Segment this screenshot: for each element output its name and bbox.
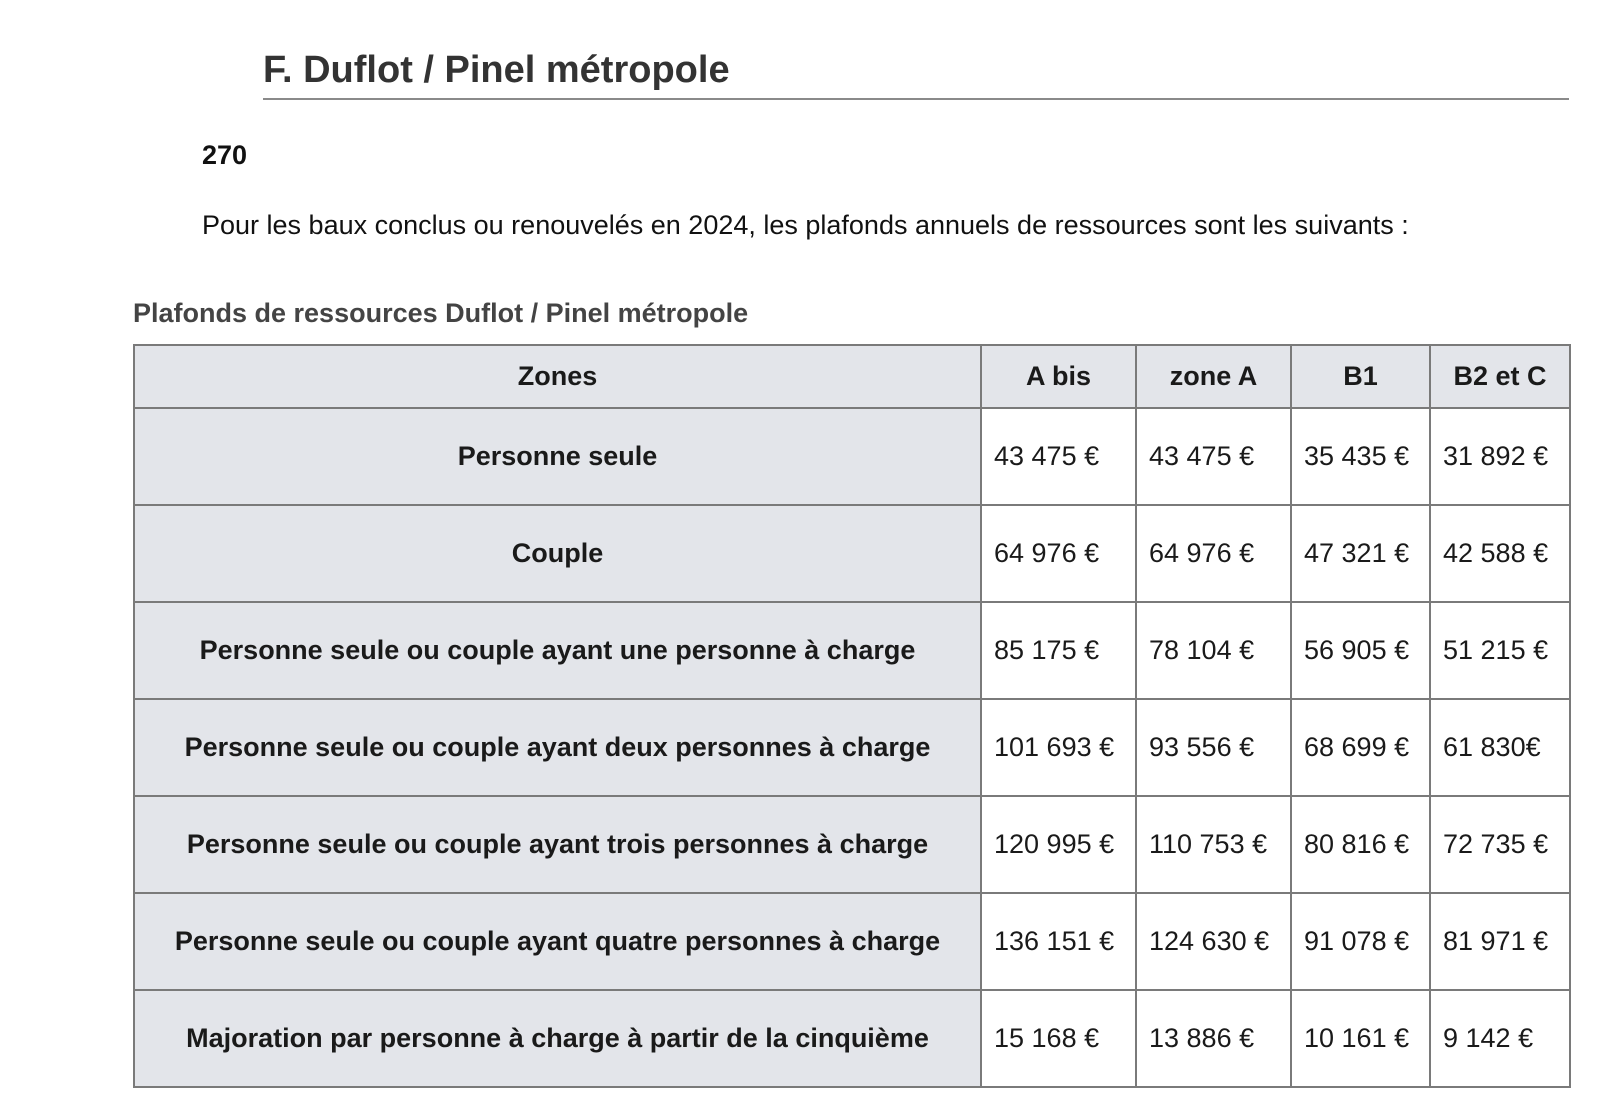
cell-zone-a: 13 886 € — [1136, 990, 1291, 1087]
cell-a-bis: 120 995 € — [981, 796, 1136, 893]
cell-b1: 56 905 € — [1291, 602, 1430, 699]
row-label: Personne seule — [134, 408, 981, 505]
header-b2-c: B2 et C — [1430, 345, 1570, 408]
cell-zone-a: 64 976 € — [1136, 505, 1291, 602]
intro-text: Pour les baux conclus ou renouvelés en 2024, les plafonds annuels de ressources sont les suivants : — [202, 210, 1409, 240]
table-row — [134, 893, 1570, 990]
cell-b2-c: 81 971 € — [1430, 893, 1570, 990]
section-heading — [263, 48, 1569, 100]
paragraph-number: 270 — [202, 140, 248, 170]
row-label: Personne seule ou couple ayant trois personnes à charge — [134, 796, 981, 893]
cell-zone-a: 110 753 € — [1136, 796, 1291, 893]
cell-a-bis: 15 168 € — [981, 990, 1136, 1087]
cell-b2-c: 9 142 € — [1430, 990, 1570, 1087]
cell-b1: 68 699 € — [1291, 699, 1430, 796]
header-zones: Zones — [134, 345, 981, 408]
resource-ceilings-table — [133, 344, 1571, 1088]
cell-b2-c: 31 892 € — [1430, 408, 1570, 505]
cell-a-bis: 101 693 € — [981, 699, 1136, 796]
table-row — [134, 602, 1570, 699]
cell-a-bis: 85 175 € — [981, 602, 1136, 699]
row-label: Personne seule ou couple ayant deux personnes à charge — [134, 699, 981, 796]
cell-zone-a: 43 475 € — [1136, 408, 1291, 505]
row-label: Personne seule ou couple ayant quatre personnes à charge — [134, 893, 981, 990]
table-row — [134, 699, 1570, 796]
header-b1: B1 — [1291, 345, 1430, 408]
row-label: Personne seule ou couple ayant une personne à charge — [134, 602, 981, 699]
cell-a-bis: 43 475 € — [981, 408, 1136, 505]
cell-b2-c: 51 215 € — [1430, 602, 1570, 699]
cell-b1: 80 816 € — [1291, 796, 1430, 893]
section-title: F. Duflot / Pinel métropole — [263, 49, 730, 91]
table-caption: Plafonds de ressources Duflot / Pinel métropole — [133, 298, 749, 328]
row-label: Couple — [134, 505, 981, 602]
header-a-bis: A bis — [981, 345, 1136, 408]
cell-zone-a: 124 630 € — [1136, 893, 1291, 990]
table-row — [134, 505, 1570, 602]
cell-b2-c: 61 830€ — [1430, 699, 1570, 796]
cell-a-bis: 136 151 € — [981, 893, 1136, 990]
cell-b1: 91 078 € — [1291, 893, 1430, 990]
cell-zone-a: 93 556 € — [1136, 699, 1291, 796]
table-row — [134, 408, 1570, 505]
table-row — [134, 796, 1570, 893]
cell-b1: 47 321 € — [1291, 505, 1430, 602]
table-row — [134, 990, 1570, 1087]
cell-b2-c: 72 735 € — [1430, 796, 1570, 893]
cell-b2-c: 42 588 € — [1430, 505, 1570, 602]
cell-b1: 10 161 € — [1291, 990, 1430, 1087]
header-zone-a: zone A — [1136, 345, 1291, 408]
table-header-row — [134, 345, 1570, 408]
cell-zone-a: 78 104 € — [1136, 602, 1291, 699]
cell-a-bis: 64 976 € — [981, 505, 1136, 602]
row-label: Majoration par personne à charge à partir de la cinquième — [134, 990, 981, 1087]
cell-b1: 35 435 € — [1291, 408, 1430, 505]
